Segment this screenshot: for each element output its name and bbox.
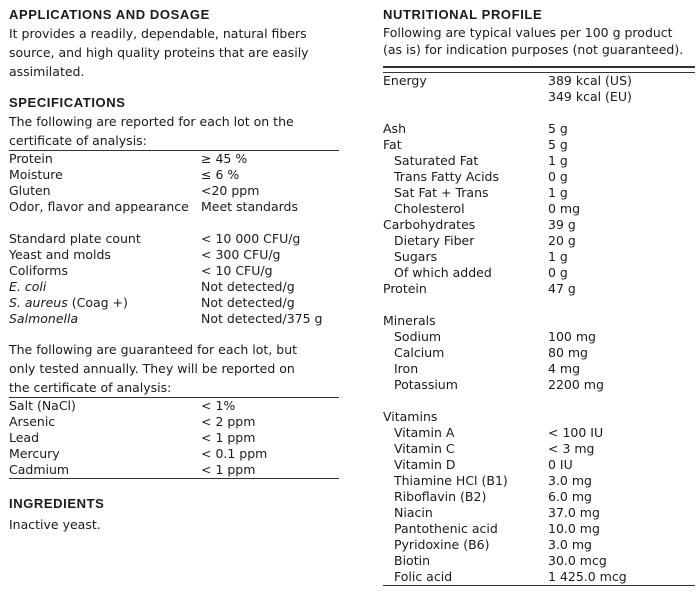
table-row: [383, 473, 695, 489]
nutrient-name: Vitamin D: [394, 457, 456, 472]
table-spacer: [383, 393, 695, 409]
table-row: [383, 281, 695, 297]
spec-value: < 1 ppm: [201, 430, 256, 445]
nutrient-value: 10.0 mg: [548, 521, 600, 536]
spec-value: ≥ 45 %: [201, 151, 248, 166]
nutrient-name: Sat Fat + Trans: [394, 185, 489, 200]
right-column: [383, 6, 695, 586]
table-row: [383, 265, 695, 281]
nutrient-name: Carbohydrates: [383, 217, 476, 232]
section-label: Minerals: [383, 313, 436, 328]
spec-name: Coliforms: [9, 263, 68, 278]
nutrient-value: 100 mg: [548, 329, 596, 344]
nutrient-name: Cholesterol: [394, 201, 465, 216]
nutrient-value: < 100 IU: [548, 425, 604, 440]
nutrient-name: Sodium: [394, 329, 442, 344]
nutrient-name: Thiamine HCl (B1): [394, 473, 508, 488]
nutrition-table: [383, 73, 695, 586]
nutrient-value: 1 g: [548, 249, 568, 264]
table-row: [9, 295, 339, 311]
spec-value: <20 ppm: [201, 183, 260, 198]
nutrient-name: Pantothenic acid: [394, 521, 498, 536]
table-row: [383, 441, 695, 457]
table-row: [383, 457, 695, 473]
spec-value: < 1%: [201, 398, 236, 413]
table-row: [9, 311, 339, 327]
table-row: [9, 446, 339, 462]
table-row: [383, 121, 695, 137]
nutrition-heading: NUTRITIONAL PROFILE: [383, 7, 543, 22]
nutrient-name: Fat: [383, 137, 402, 152]
table-row: [9, 151, 339, 168]
ingredients-text: Inactive yeast.: [9, 517, 101, 532]
spec-name-suffix: (Coag +): [67, 295, 128, 310]
table-row: [9, 247, 339, 263]
table-row: [383, 377, 695, 393]
spec-name: Mercury: [9, 446, 60, 461]
table-row: [9, 167, 339, 183]
nutrient-value: 2200 mg: [548, 377, 604, 392]
nutrient-name: Riboflavin (B2): [394, 489, 487, 504]
spec-name: Standard plate count: [9, 231, 141, 246]
nutrient-value: 0 g: [548, 169, 568, 184]
table-row: [9, 183, 339, 199]
nutrient-name: Biotin: [394, 553, 430, 568]
guaranteed-intro: The following are guaranteed for each lot, but only tested annually. They will be reported on the certificate of analysis:: [9, 342, 298, 395]
table-row: [9, 199, 339, 215]
table-row: [383, 153, 695, 169]
table-row: [383, 169, 695, 185]
nutrition-intro: Following are typical values per 100 g product (as is) for indication purposes (not guaranteed).: [383, 25, 684, 57]
nutrient-value: 20 g: [548, 233, 576, 248]
nutrient-name: Niacin: [394, 505, 433, 520]
nutrient-value: 39 g: [548, 217, 576, 232]
spec-value: Not detected/g: [201, 279, 295, 294]
nutrient-value: 0 mg: [548, 201, 581, 216]
nutrient-value: 5 g: [548, 121, 568, 136]
table-row: [383, 345, 695, 361]
table-row: [383, 425, 695, 441]
table-row: [383, 521, 695, 537]
table-row: [383, 361, 695, 377]
table-row: [9, 462, 339, 479]
spec-name: Gluten: [9, 183, 51, 198]
nutrient-name: Vitamin C: [394, 441, 455, 456]
table-row: [383, 553, 695, 569]
nutrient-name: Trans Fatty Acids: [394, 169, 500, 184]
spec-name: Salmonella: [9, 311, 79, 326]
nutrient-value: 0 IU: [548, 457, 573, 472]
spec-name: Lead: [9, 430, 40, 445]
spec-value: Meet standards: [201, 199, 298, 214]
nutrient-name: Saturated Fat: [394, 153, 479, 168]
nutrient-value: 47 g: [548, 281, 576, 296]
nutrient-name: Dietary Fiber: [394, 233, 475, 248]
table-row: [383, 569, 695, 586]
applications-heading: APPLICATIONS AND DOSAGE: [9, 7, 210, 22]
spec-value: < 10 000 CFU/g: [201, 231, 301, 246]
nutrient-name: Vitamin A: [394, 425, 455, 440]
nutrient-value: 37.0 mg: [548, 505, 600, 520]
nutrient-value: 80 mg: [548, 345, 588, 360]
table-spacer: [9, 215, 339, 231]
table-row: [383, 249, 695, 265]
ingredients-heading: INGREDIENTS: [9, 496, 105, 511]
nutrient-name: Sugars: [394, 249, 438, 264]
table-row: [383, 137, 695, 153]
nutrient-value: 1 425.0 mcg: [548, 569, 695, 586]
nutrient-value: 1 g: [548, 185, 568, 200]
nutrient-value: 4 mg: [548, 361, 581, 376]
spec-value: Not detected/g: [201, 295, 295, 310]
table-row: [9, 263, 339, 279]
specifications-intro: The following are reported for each lot on the certificate of analysis:: [9, 114, 294, 148]
spec-name: [9, 295, 201, 311]
nutrient-name: Iron: [394, 361, 419, 376]
spec-value: < 0.1 ppm: [201, 446, 268, 461]
nutrient-name: Of which added: [394, 265, 492, 280]
nutrient-value: 349 kcal (EU): [548, 89, 632, 104]
divider: [383, 66, 695, 68]
table-row: [9, 414, 339, 430]
left-column: [9, 6, 361, 534]
specifications-table: [9, 150, 339, 327]
spec-value: ≤ 6 %: [201, 167, 240, 182]
table-row: [383, 89, 695, 105]
spec-name: Cadmium: [9, 462, 70, 477]
applications-text: It provides a readily, dependable, natural fibers source, and high quality proteins that are easily assimilated.: [9, 26, 309, 79]
nutrient-value: 1 g: [548, 153, 568, 168]
section-label: Vitamins: [383, 409, 438, 424]
table-row: [383, 217, 695, 233]
table-row: [383, 185, 695, 201]
table-row: [383, 73, 695, 89]
table-row: [383, 409, 695, 425]
table-row: [383, 505, 695, 521]
nutrient-name: Protein: [383, 281, 427, 296]
nutrient-value: 389 kcal (US): [548, 73, 632, 88]
spec-name: Yeast and molds: [9, 247, 111, 262]
table-row: [383, 201, 695, 217]
nutrient-name: Folic acid: [383, 569, 548, 586]
nutrient-name: Energy: [383, 73, 427, 88]
spec-value: < 10 CFU/g: [201, 263, 273, 278]
nutrient-name: Calcium: [394, 345, 445, 360]
table-row: [9, 430, 339, 446]
spec-name: E. coli: [9, 279, 47, 294]
nutrient-value: 3.0 mg: [548, 473, 592, 488]
spec-value: Not detected/375 g: [201, 311, 323, 326]
nutrient-value: 5 g: [548, 137, 568, 152]
table-row: [9, 231, 339, 247]
nutrient-name: Pyridoxine (B6): [394, 537, 490, 552]
nutrient-name: Potassium: [394, 377, 458, 392]
spec-value: < 1 ppm: [201, 462, 256, 477]
table-row: [383, 329, 695, 345]
table-row: [9, 398, 339, 415]
nutrient-name: Ash: [383, 121, 406, 136]
table-row: [383, 233, 695, 249]
specifications-heading: SPECIFICATIONS: [9, 95, 126, 110]
table-row: [383, 489, 695, 505]
guaranteed-table: [9, 397, 339, 479]
nutrient-value: 30.0 mcg: [548, 553, 607, 568]
spec-value: < 300 CFU/g: [201, 247, 281, 262]
spec-name: Odor, flavor and appearance: [9, 199, 189, 214]
spec-name: Arsenic: [9, 414, 56, 429]
spec-name: Moisture: [9, 167, 63, 182]
table-row: [383, 313, 695, 329]
table-spacer: [383, 297, 695, 313]
nutrient-value: 0 g: [548, 265, 568, 280]
nutrient-value: < 3 mg: [548, 441, 595, 456]
spec-value: < 2 ppm: [201, 414, 256, 429]
nutrient-value: 6.0 mg: [548, 489, 592, 504]
nutrient-value: 3.0 mg: [548, 537, 592, 552]
spec-name-organism: S. aureus: [9, 295, 68, 310]
spec-name: Protein: [9, 151, 53, 166]
table-row: [383, 537, 695, 553]
table-spacer: [383, 105, 695, 121]
spec-name: Salt (NaCl): [9, 398, 76, 413]
table-row: [9, 279, 339, 295]
